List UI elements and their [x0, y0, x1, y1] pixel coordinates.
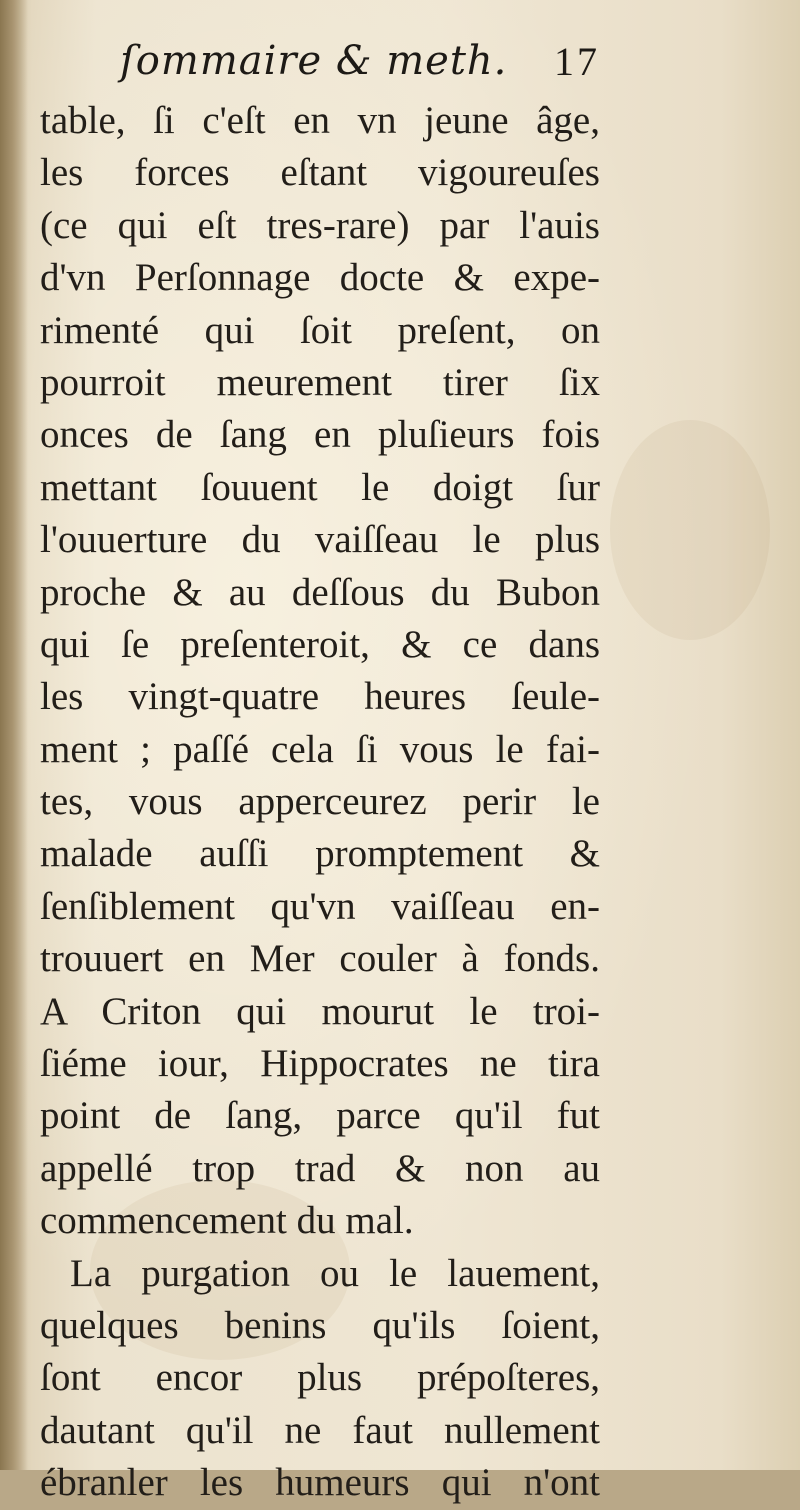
page-number: 17 [554, 39, 600, 84]
page-header [120, 38, 600, 94]
text-line: ſont encor plus prépoſteres, [40, 1356, 600, 1400]
text-line: trouuert en Mer couler à fonds. [40, 937, 600, 981]
text-line: point de ſang, parce qu'il fut [40, 1094, 600, 1138]
text-line: La purgation ou le lauement, [70, 1251, 600, 1295]
text-line: ſiéme iour, Hippocrates ne tira [40, 1042, 600, 1086]
text-line: ébranler les humeurs qui n'ont [40, 1461, 600, 1505]
text-line: table, ſi c'eſt en vn jeune âge, [40, 99, 600, 142]
text-line: commencement du mal. [40, 1199, 414, 1243]
text-line: proche & au deſſous du Bubon [40, 570, 600, 614]
text-line: onces de ſang en pluſieurs fois [40, 413, 600, 457]
text-line: l'ouuerture du vaiſſeau le plus [40, 518, 600, 562]
paper-stain [610, 420, 770, 640]
body-text [40, 95, 600, 1510]
text-line: appellé trop trad & non au [40, 1146, 600, 1190]
text-line: mettant ſouuent le doigt ſur [40, 465, 600, 509]
text-line: ſenſiblement qu'vn vaiſſeau en- [40, 884, 600, 928]
text-line: d'vn Perſonnage docte & expe- [40, 256, 600, 300]
text-line: tes, vous apperceurez perir le [40, 780, 600, 824]
text-line: les vingt-quatre heures ſeule- [40, 675, 600, 719]
text-line: malade auſſi promptement & [40, 832, 600, 876]
text-line: pourroit meurement tirer ſix [40, 360, 600, 404]
text-line: qui ſe preſenteroit, & ce dans [40, 622, 600, 666]
text-line: rimenté qui ſoit preſent, on [40, 308, 600, 352]
text-line: ment ; paſſé cela ſi vous le fai- [40, 727, 600, 771]
text-line: (ce qui eſt tres-rare) par l'auis [40, 203, 600, 247]
text-line: les forces eſtant vigoureuſes [40, 151, 600, 195]
text-line: A Criton qui mourut le troi- [40, 989, 600, 1033]
text-line: dautant qu'il ne faut nullement [40, 1408, 600, 1452]
running-title: ſommaire & meth. [120, 38, 508, 84]
text-line: quelques benins qu'ils ſoient, [40, 1303, 600, 1347]
page-gutter-shadow [0, 0, 28, 1470]
